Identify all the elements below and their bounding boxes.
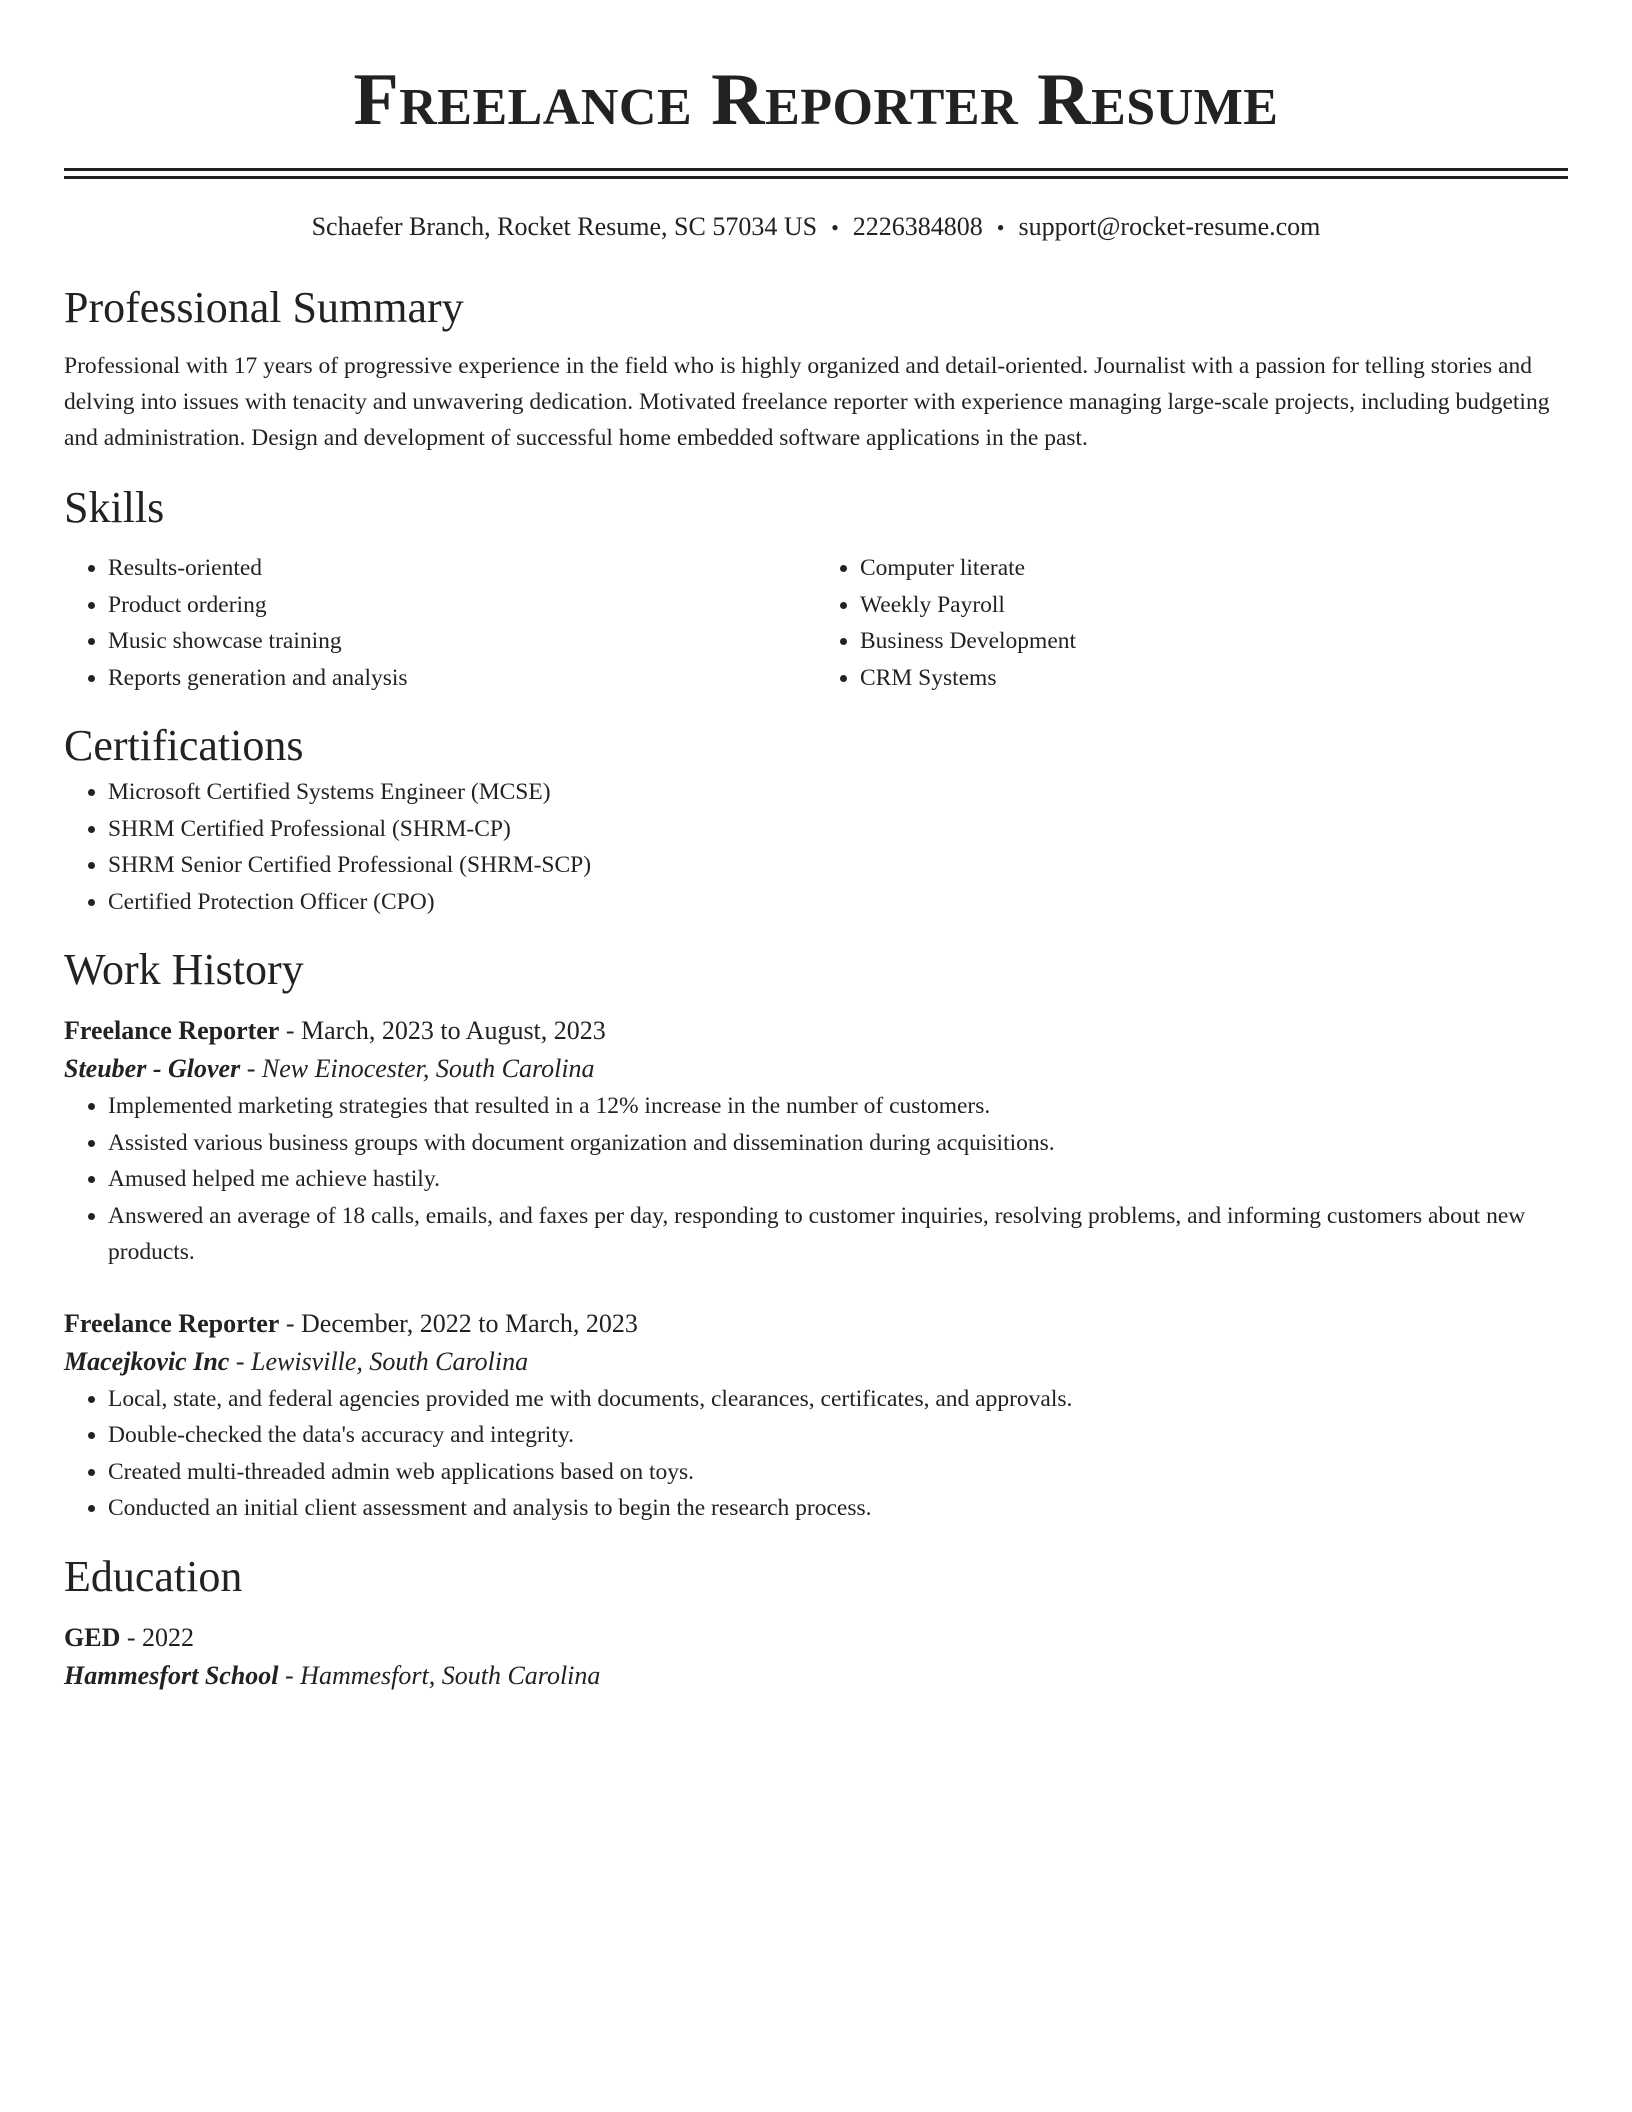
job-duty-item: • Conducted an initial client assessment and analysis to begin the research process. <box>108 1490 1568 1527</box>
work-history-heading: Work History <box>64 945 304 994</box>
skill-item: • Music showcase training <box>108 623 816 660</box>
contact-address: Schaefer Branch, Rocket Resume, SC 57034 US <box>311 212 818 241</box>
job-duty-item: • Local, state, and federal agencies provided me with documents, clearances, certificates, and approvals. <box>108 1381 1568 1418</box>
skill-item: • Computer literate <box>860 550 1568 587</box>
school-name: Hammesfort School <box>64 1660 279 1690</box>
job-duty-item: • Assisted various business groups with document organization and dissemination during acquisitions. <box>108 1125 1568 1162</box>
job-duty-item: • Double-checked the data's accuracy and integrity. <box>108 1417 1568 1454</box>
degree-name: GED <box>64 1622 121 1652</box>
job-duty-item: • Answered an average of 18 calls, emails, and faxes per day, responding to customer inquiries, resolving problems, and informing customers about new products. <box>108 1198 1568 1271</box>
contact-separator: • <box>831 215 839 240</box>
skills-grid <box>64 550 1568 696</box>
skill-item: • Reports generation and analysis <box>108 660 816 697</box>
education-entry <box>64 1619 1568 1695</box>
skills-heading: Skills <box>64 483 165 532</box>
title-double-rule <box>64 168 1568 179</box>
skills-list-right <box>816 550 1568 696</box>
certification-item: • SHRM Certified Professional (SHRM-CP) <box>108 811 1568 848</box>
employer-location: - New Einocester, South Carolina <box>240 1054 595 1083</box>
skill-item: • Business Development <box>860 623 1568 660</box>
skill-item: • Results-oriented <box>108 550 816 587</box>
summary-text: Professional with 17 years of progressive experience in the field who is highly organized and detail-oriented. Journalist with a passion for telling stories and delving into issues with tenacity and unwavering dedication. Motivated freelance reporter with experience managing large-scale projects, including budgeting and administration. Design and development of successful home embedded software applications in the past. <box>64 353 1550 451</box>
education-heading: Education <box>64 1551 243 1601</box>
degree-year: - 2022 <box>120 1622 195 1652</box>
skills-column-left <box>64 550 816 696</box>
contact-separator: • <box>996 215 1005 240</box>
job-entry <box>64 1012 1568 1271</box>
employer-line <box>64 1343 1568 1381</box>
degree-line <box>64 1619 1568 1657</box>
job-duty-item: • Implemented marketing strategies that resulted in a 12% increase in the number of customers. <box>108 1088 1568 1125</box>
job-duty-item: • Created multi-threaded admin web applications based on toys. <box>108 1454 1568 1491</box>
job-title-line <box>64 1012 1568 1050</box>
employer-location: - Lewisville, South Carolina <box>229 1346 529 1376</box>
contact-email: support@rocket-resume.com <box>1018 212 1321 241</box>
job-entry <box>64 1305 1568 1527</box>
skill-item: • CRM Systems <box>860 660 1568 697</box>
contact-phone: 2226384808 <box>852 212 983 241</box>
skills-column-right <box>816 550 1568 696</box>
job-duties-list <box>64 1381 1568 1527</box>
skills-list-left <box>64 550 816 696</box>
job-title: Freelance Reporter <box>64 1016 280 1045</box>
skill-item: • Weekly Payroll <box>860 587 1568 624</box>
school-location: - Hammesfort, South Carolina <box>278 1660 601 1690</box>
job-duties-list <box>64 1088 1568 1271</box>
summary-heading: Professional Summary <box>64 283 464 332</box>
skill-item: • Product ordering <box>108 587 816 624</box>
resume-title: Freelance Reporter Resume <box>353 59 1279 141</box>
employer-name: Steuber - Glover <box>64 1054 241 1083</box>
certification-item: • Microsoft Certified Systems Engineer (MCSE) <box>108 774 1568 811</box>
job-dates: - March, 2023 to August, 2023 <box>279 1016 606 1045</box>
employer-name: Macejkovic Inc <box>64 1346 230 1376</box>
contact-line <box>64 209 1568 246</box>
job-title-line <box>64 1305 1568 1343</box>
job-dates: - December, 2022 to March, 2023 <box>279 1308 638 1338</box>
certifications-heading: Certifications <box>64 721 304 770</box>
certification-item: • SHRM Senior Certified Professional (SHRM-SCP) <box>108 847 1568 884</box>
job-title: Freelance Reporter <box>64 1308 280 1338</box>
certification-item: • Certified Protection Officer (CPO) <box>108 884 1568 921</box>
job-duty-item: • Amused helped me achieve hastily. <box>108 1161 1568 1198</box>
school-line <box>64 1657 1568 1695</box>
certifications-list <box>64 774 1568 920</box>
employer-line <box>64 1050 1568 1088</box>
